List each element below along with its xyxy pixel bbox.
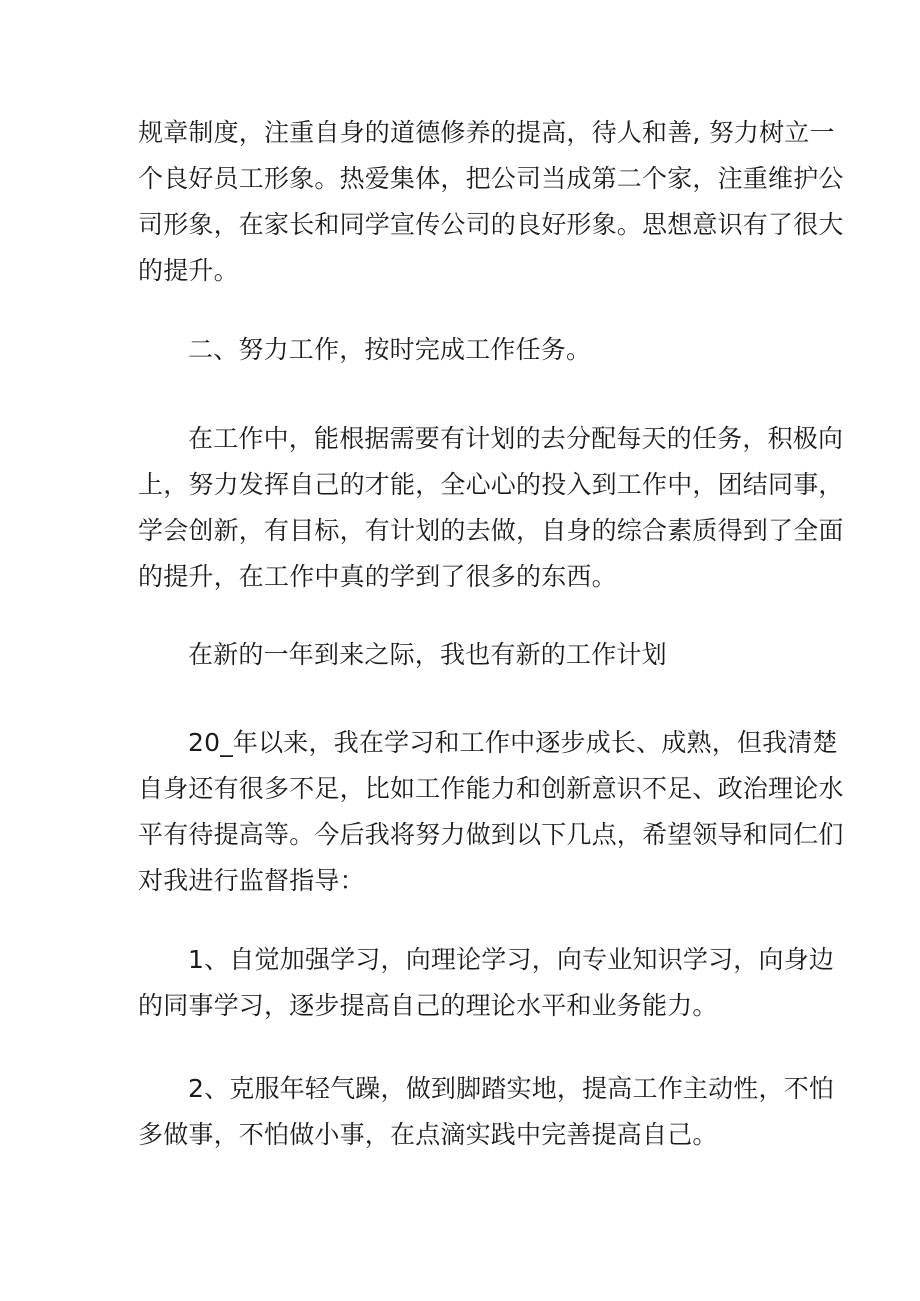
text-line: 规章制度，注重自身的道德修养的提高，待人和善, 努力树立一 — [138, 118, 835, 147]
text-line: 对我进行监督指导： — [138, 866, 365, 895]
text-line: 学会创新，有目标，有计划的去做，自身的综合素质得到了全面 — [138, 516, 844, 545]
text-line: 2、克服年轻气躁，做到脚踏实地，提高工作主动性，不怕 — [188, 1074, 835, 1103]
text-line: 上，努力发挥自己的才能，全心心的投入到工作中，团结同事， — [138, 470, 844, 499]
paragraph-1 — [138, 110, 844, 294]
text-line: 的同事学习，逐步提高自己的理论水平和业务能力。 — [138, 991, 718, 1020]
text-line: 二、努力工作，按时完成工作任务。 — [188, 335, 592, 364]
text-line: 20_年以来，我在学习和工作中逐步成长、成熟，但我清楚 — [188, 728, 838, 757]
text-line: 在新的一年到来之际，我也有新的工作计划 — [188, 640, 667, 669]
list-item-2 — [138, 1066, 835, 1158]
paragraph-4 — [138, 632, 788, 678]
section-heading-2 — [138, 327, 788, 373]
text-line: 平有待提高等。今后我将努力做到以下几点，希望领导和同仁们 — [138, 820, 844, 849]
text-line: 司形象，在家长和同学宣传公司的良好形象。思想意识有了很大 — [138, 210, 844, 239]
text-line: 的提升。 — [138, 256, 239, 285]
text-line: 多做事，不怕做小事，在点滴实践中完善提高自己。 — [138, 1120, 718, 1149]
paragraph-3 — [138, 416, 844, 600]
text-line: 自身还有很多不足，比如工作能力和创新意识不足、政治理论水 — [138, 774, 844, 803]
paragraph-5 — [138, 720, 844, 904]
text-line: 在工作中，能根据需要有计划的去分配每天的任务，积极向 — [188, 424, 844, 453]
text-line: 个良好员工形象。热爱集体，把公司当成第二个家，注重维护公 — [138, 164, 844, 193]
list-item-1 — [138, 937, 835, 1029]
text-line: 1、自觉加强学习，向理论学习，向专业知识学习，向身边 — [188, 945, 835, 974]
text-line: 的提升，在工作中真的学到了很多的东西。 — [138, 562, 617, 591]
